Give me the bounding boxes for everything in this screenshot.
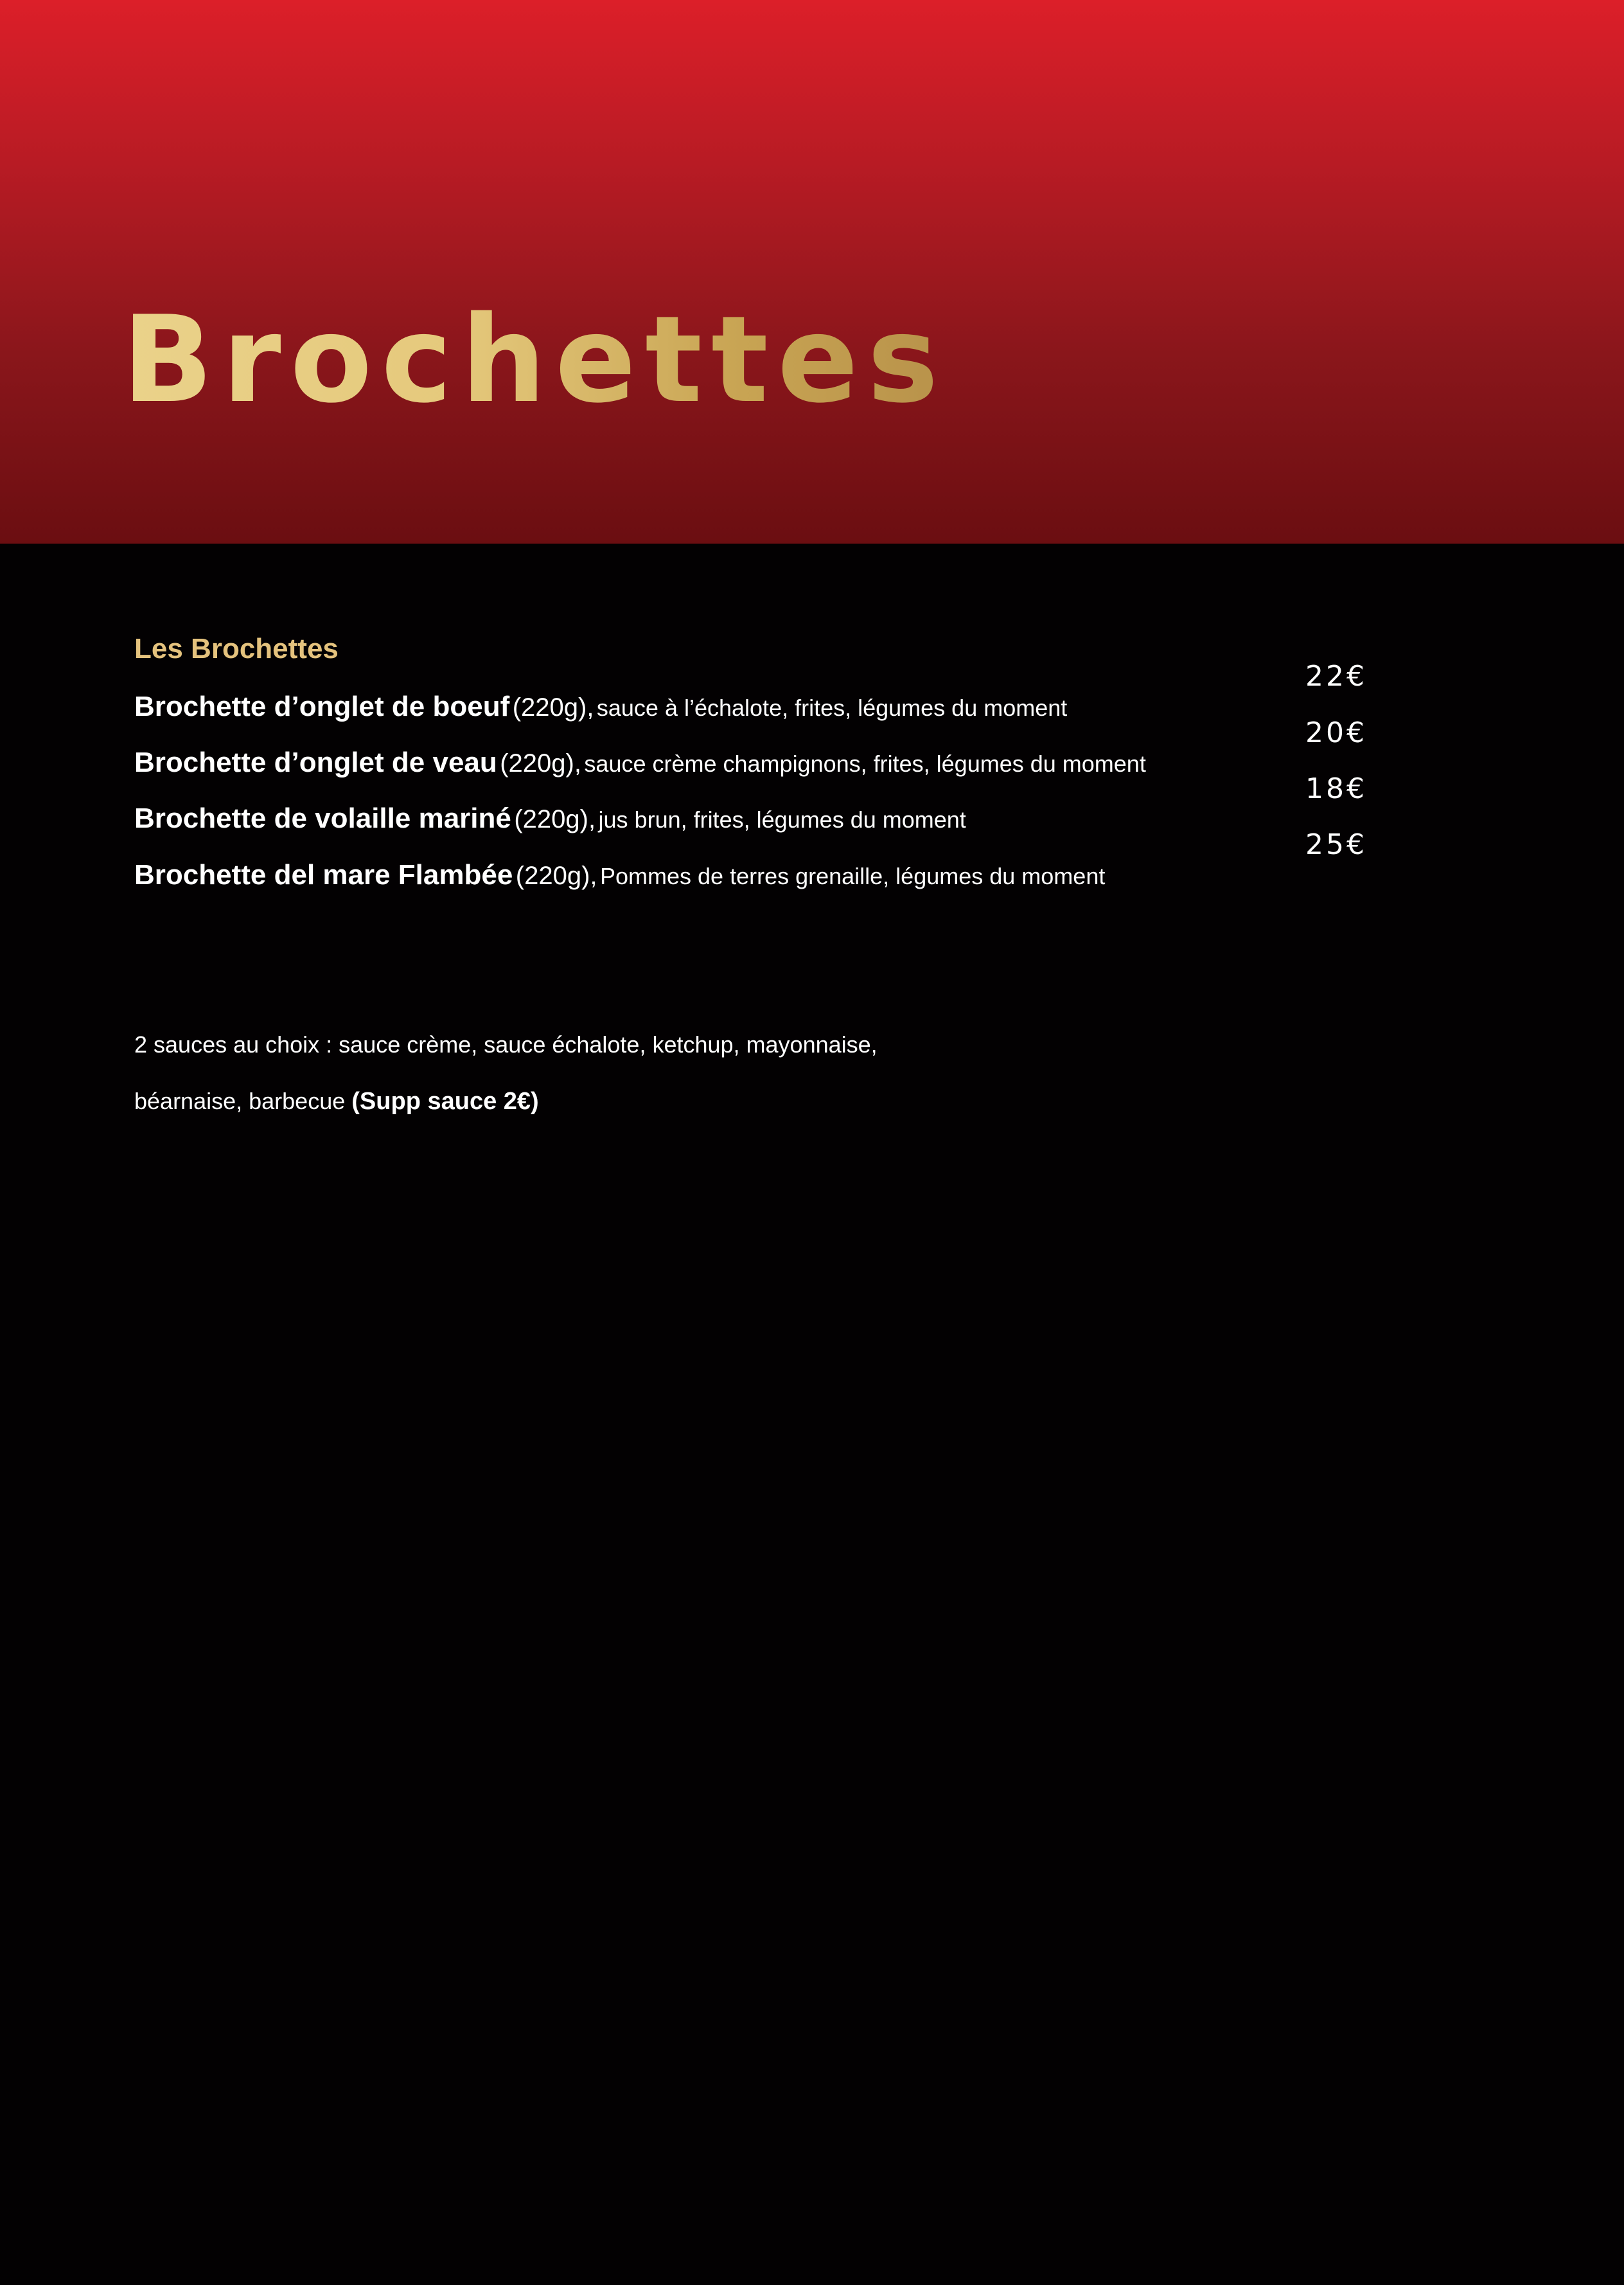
menu-item-weight: (220g), bbox=[514, 805, 596, 833]
menu-item-name: Brochette d’onglet de veau bbox=[134, 747, 497, 778]
menu-item-description: jus brun, frites, légumes du moment bbox=[598, 806, 966, 833]
sauce-note-text: béarnaise, barbecue bbox=[134, 1088, 346, 1114]
page-title: Brochettes bbox=[122, 283, 948, 437]
sauce-note-line-2 bbox=[134, 1081, 539, 1122]
sauce-note-text: 2 sauces au choix : sauce crème, sauce échalote, ketchup, mayonnaise, bbox=[134, 1031, 878, 1058]
menu-item bbox=[134, 855, 1105, 896]
menu-item-weight: (220g), bbox=[500, 749, 581, 778]
menu-item-name: Brochette de volaille mariné bbox=[134, 803, 511, 834]
menu-item-description: Pommes de terres grenaille, légumes du moment bbox=[599, 863, 1106, 889]
menu-item-weight: (220g), bbox=[515, 862, 597, 890]
menu-item-price: 22€ bbox=[1305, 660, 1367, 693]
menu-item bbox=[134, 686, 1067, 727]
menu-item bbox=[134, 742, 1146, 783]
menu-item-price: 20€ bbox=[1305, 716, 1367, 749]
menu-item-price: 18€ bbox=[1305, 772, 1367, 805]
sauce-note-line-1 bbox=[134, 1024, 878, 1065]
sauce-supplement: (Supp sauce 2€) bbox=[351, 1088, 539, 1115]
header-banner bbox=[0, 0, 1624, 544]
menu-item-description: sauce à l’échalote, frites, légumes du moment bbox=[596, 695, 1068, 721]
menu-item-name: Brochette d’onglet de boeuf bbox=[134, 691, 510, 722]
menu-item-description: sauce crème champignons, frites, légumes du moment bbox=[584, 751, 1146, 777]
menu-item-name: Brochette del mare Flambée bbox=[134, 859, 513, 891]
menu-item-price: 25€ bbox=[1305, 828, 1367, 861]
menu-item bbox=[134, 798, 966, 839]
section-title: Les Brochettes bbox=[134, 633, 339, 664]
menu-item-weight: (220g), bbox=[512, 693, 594, 722]
